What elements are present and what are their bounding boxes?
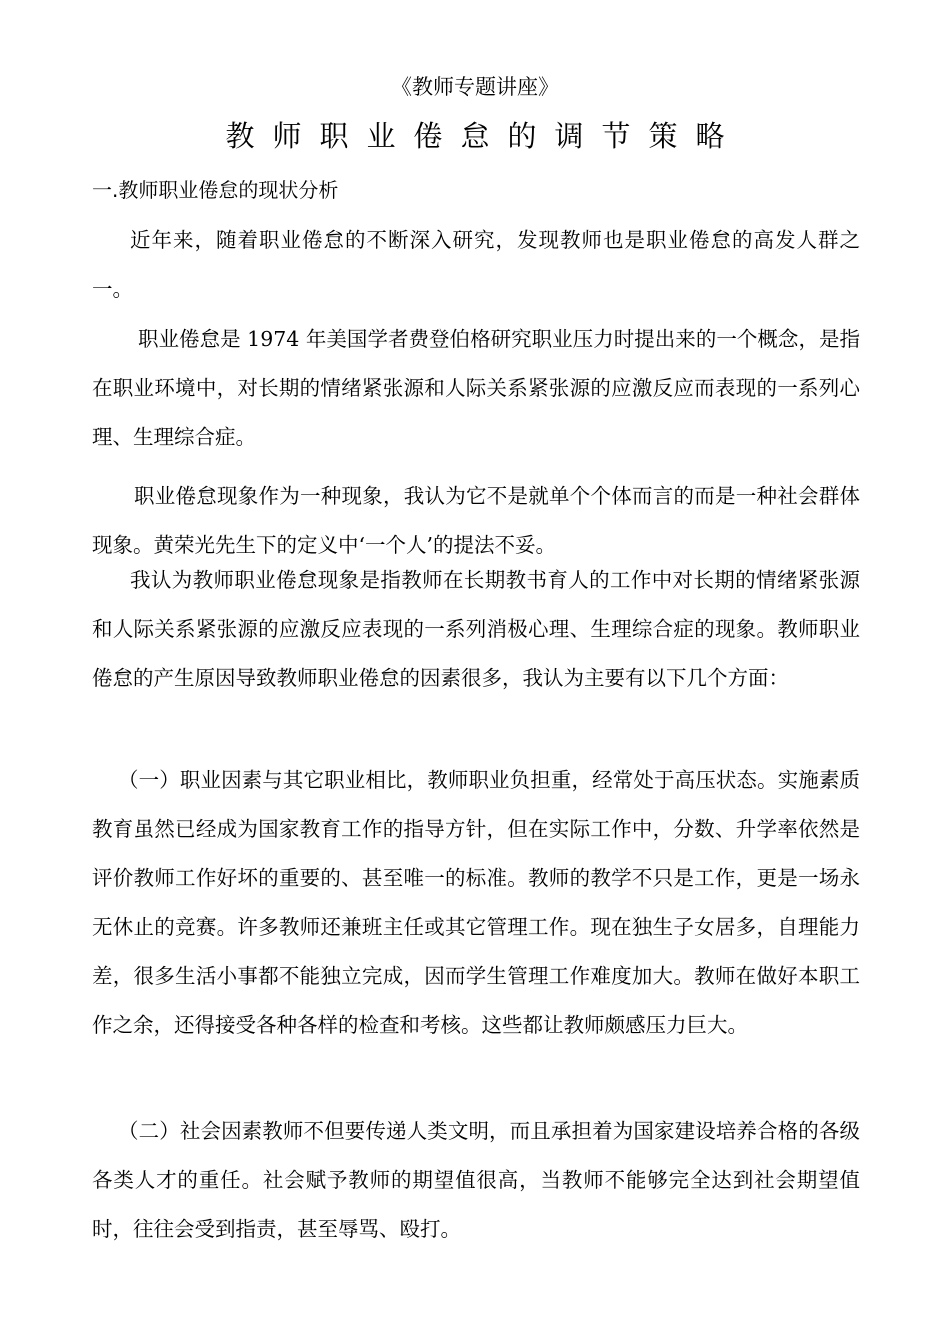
series-title: 《教师专题讲座》 — [391, 75, 559, 99]
paragraph-social-factors: （二）社会因素教师不但要传递人类文明，而且承担着为国家建设培养合格的各级各类人才的重任。社会赋予教师的期望值很高，当教师不能够完全达到社会期望值时，往往会受到指责，甚至辱骂、殴打。 — [92, 1119, 860, 1241]
main-title: 教师职业倦怠的调节策略 — [225, 119, 743, 153]
paragraph-author-definition: 我认为教师职业倦怠现象是指教师在长期教书育人的工作中对长期的情绪紧张源和人际关系紧张源的应激反应表现的一系列消极心理、生理综合症的现象。教师职业倦怠的产生原因导致教师职业倦怠的因素很多，我认为主要有以下几个方面： — [92, 568, 860, 690]
paragraph-intro: 近年来，随着职业倦怠的不断深入研究，发现教师也是职业倦怠的高发人群之一。 — [92, 228, 860, 301]
section-heading: 一.教师职业倦怠的现状分析 — [92, 178, 339, 202]
paragraph-definition: 职业倦怠是 1974 年美国学者费登伯格研究职业压力时提出来的一个概念，是指在职业环境中，对长期的情绪紧张源和人际关系紧张源的应激反应而表现的一系列心理、生理综合症。 — [92, 327, 860, 449]
paragraph-occupational-factors: （一）职业因素与其它职业相比，教师职业负担重，经常处于高压状态。实施素质教育虽然已经成为国家教育工作的指导方针，但在实际工作中，分数、升学率依然是评价教师工作好坏的重要的、甚至唯一的标准。教师的教学不只是工作，更是一场永无休止的竞赛。许多教师还兼班主任或其它管理工作。现在独生子女居多，自理能力差，很多生活小事都不能独立完成，因而学生管理工作难度加大。教师在做好本职工作之余，还得接受各种各样的检查和考核。这些都让教师颇感压力巨大。 — [92, 768, 860, 1037]
paragraph-social-phenomenon: 职业倦怠现象作为一种现象，我认为它不是就单个个体而言的而是一种社会群体现象。黄荣光先生下的定义中‘一个人’的提法不妥。 — [92, 484, 860, 557]
